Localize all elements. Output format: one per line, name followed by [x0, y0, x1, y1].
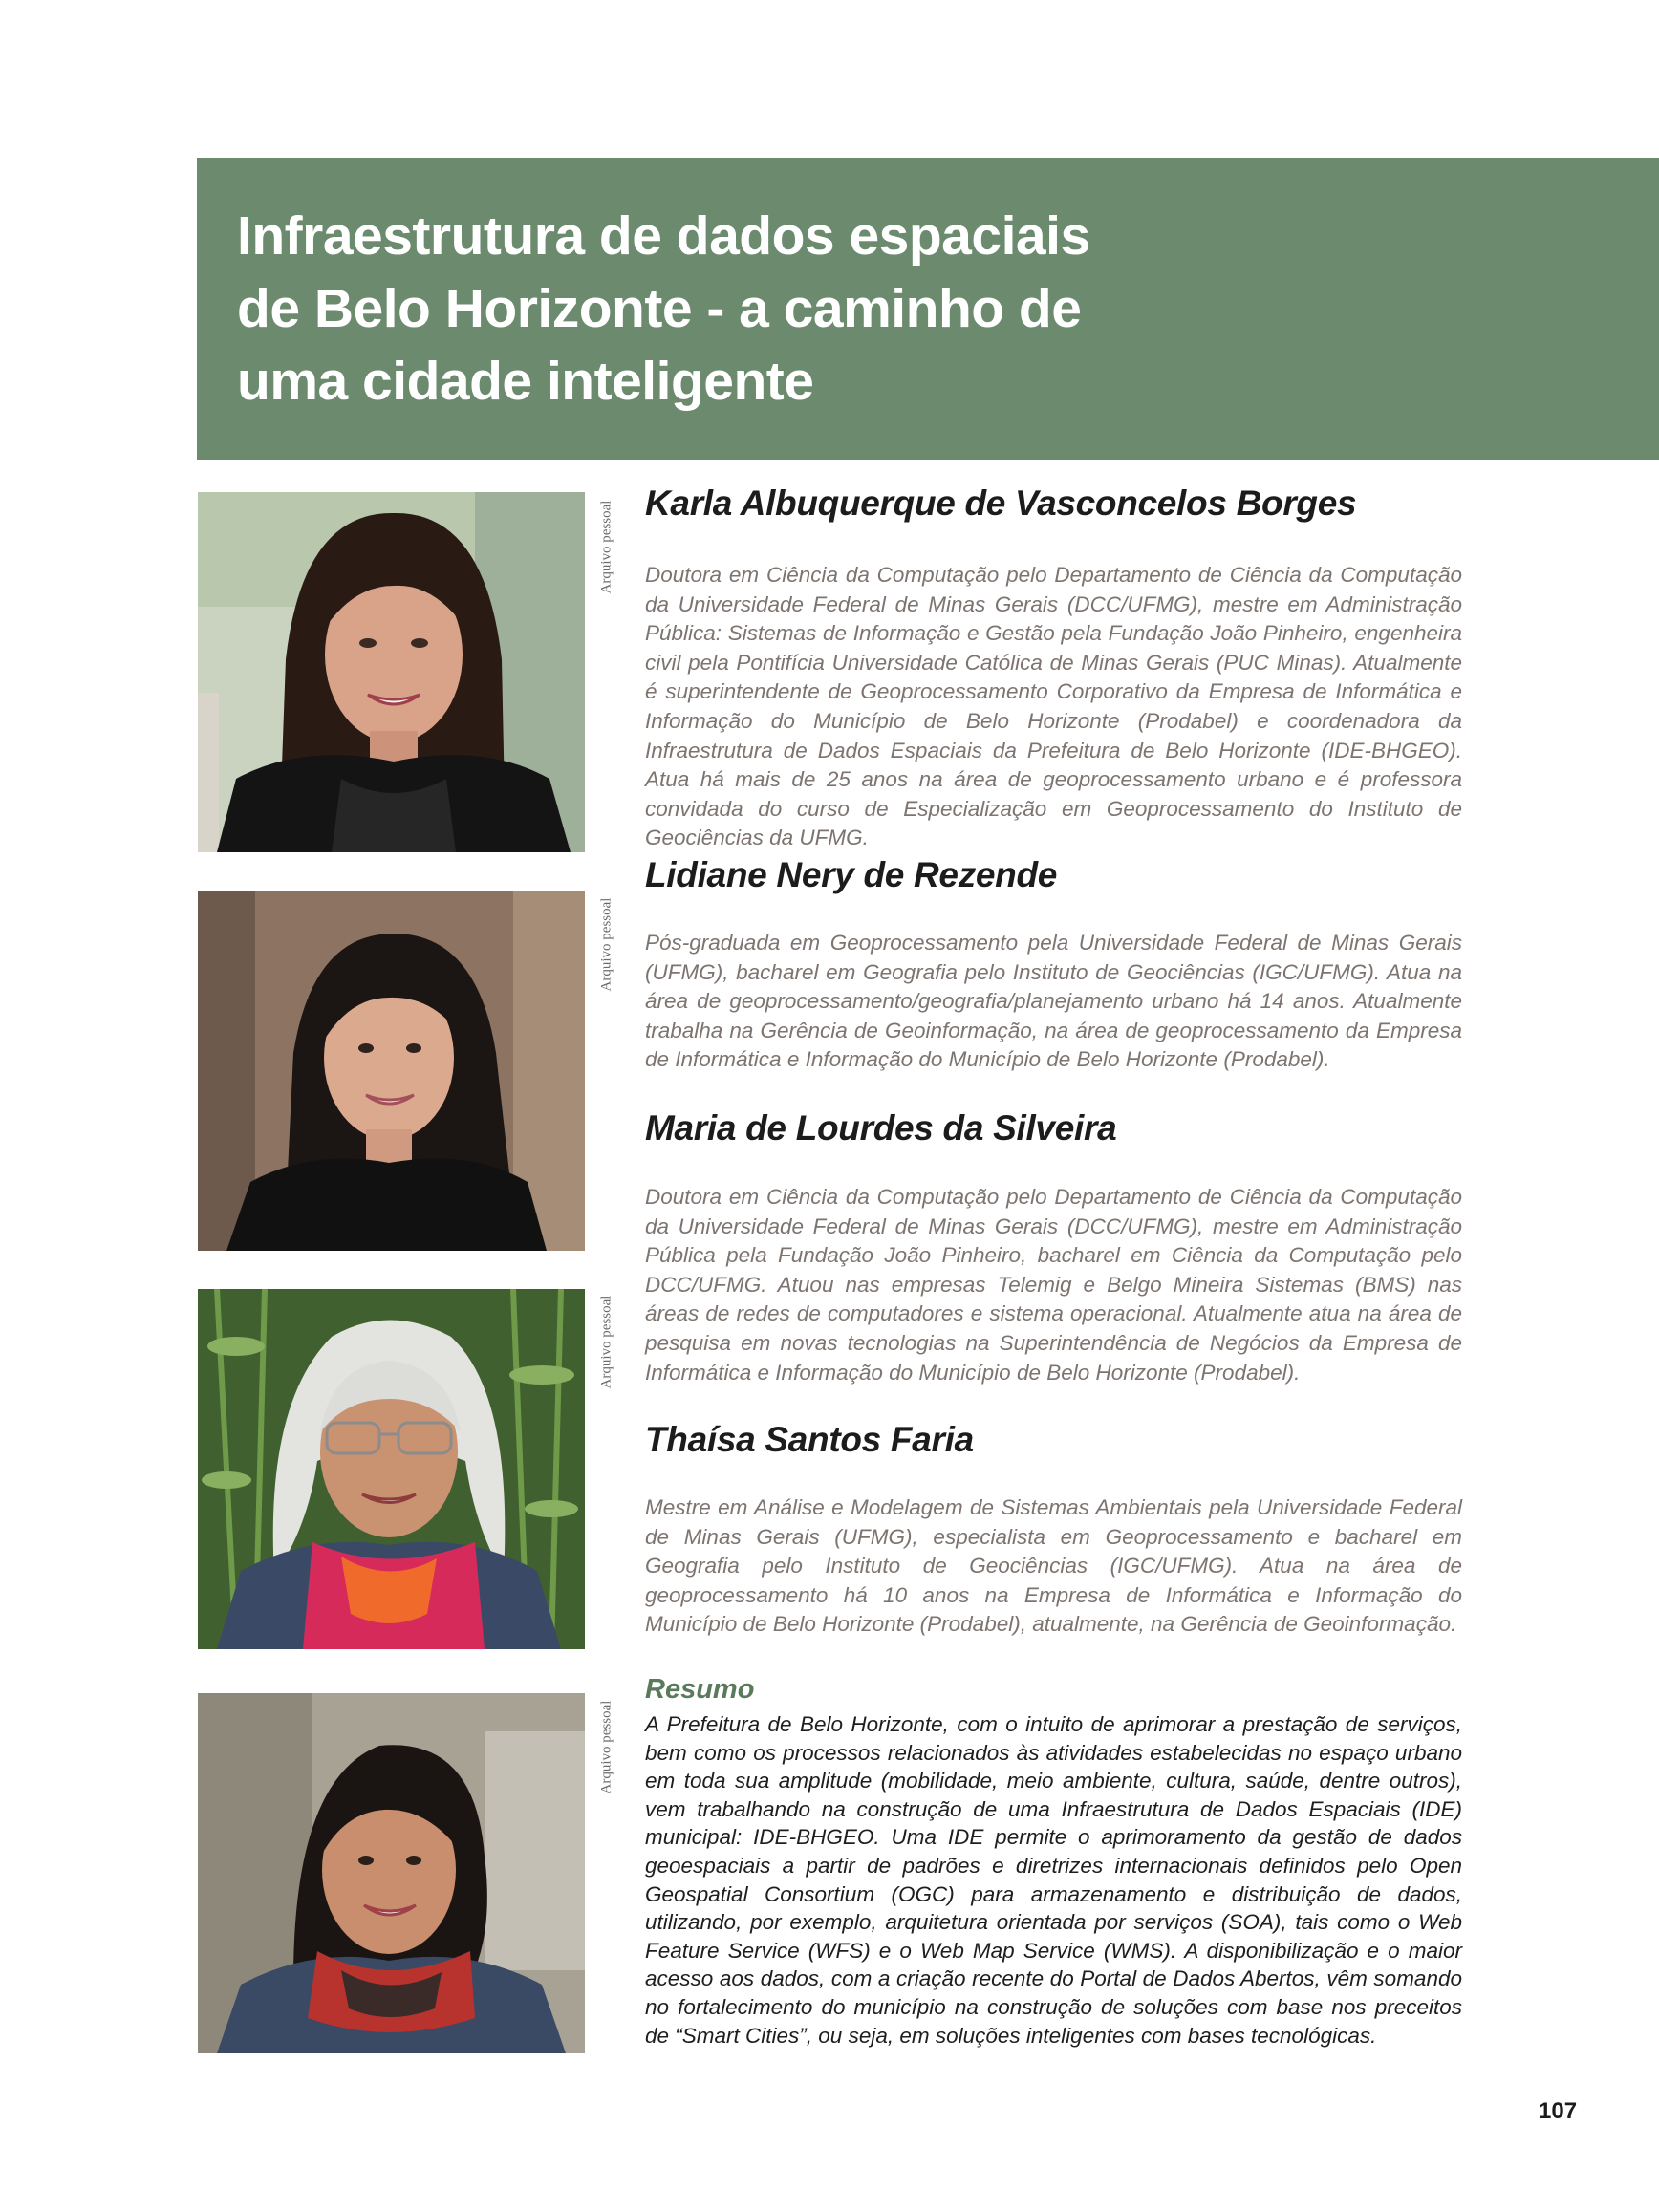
author-bio-lidiane: Pós-graduada em Geoprocessamento pela Universidade Federal de Minas Gerais (UFMG), bacharel em Geografia pelo Instituto de Geociências (IGC/UFMG). Atua na área de geoprocessamento/geografia/planejamento urbano há 14 anos. Atualmente trabalha na Gerência de Geoinformação, na área de geoprocessamento da Empresa de Informática e Informação do Município de Belo Horizonte (Prodabel).	[645, 931, 1462, 1072]
photo-credit-2: Arquivo pessoal	[598, 897, 614, 991]
author-bio-maria: Doutora em Ciência da Computação pelo Departamento de Ciência da Computação da Universidade Federal de Minas Gerais (DCC/UFMG), mestre em Administração Pública pela Fundação João Pinheiro, bacharel em Ciência da Computação pelo DCC/UFMG. Atuou nas empresas Telemig e Belgo Mineira Sistemas (BMS) nas áreas de redes de computadores e sistema operacional. Atualmente atua na área de pesquisa em novas tecnologias na Superintendência de Negócios da Empresa de Informática e Informação do Município de Belo Horizonte (Prodabel).	[645, 1185, 1462, 1385]
author-photo-karla	[198, 492, 585, 852]
author-name-maria: Maria de Lourdes da Silveira	[645, 1108, 1117, 1148]
author-bio-thaisa: Mestre em Análise e Modelagem de Sistemas Ambientais pela Universidade Federal de Minas Gerais (UFMG), especialista em Geoprocessamento e bacharel em Geografia pelo Instituto de Geociências (IGC/UFMG). Atua na área de geoprocessamento há 10 anos na Empresa de Informática e Informação do Município de Belo Horizonte (Prodabel), atualmente, na Gerência de Geoinformação.	[645, 1495, 1462, 1637]
photo-credit-4: Arquivo pessoal	[598, 1700, 614, 1793]
page-number: 107	[1539, 2098, 1578, 2124]
title-line-3: uma cidade inteligente	[237, 351, 814, 412]
title-line-2: de Belo Horizonte - a caminho de	[237, 278, 1082, 339]
title-band	[197, 158, 1659, 460]
title-line-1: Infraestrutura de dados espaciais	[237, 205, 1090, 267]
author-photo-lidiane	[198, 891, 585, 1251]
abstract-heading: Resumo	[645, 1674, 755, 1705]
abstract-text: A Prefeitura de Belo Horizonte, com o intuito de aprimorar a prestação de serviços, bem como os processos relacionados às atividades estabelecidas no espaço urbano em toda sua amplitude (mobilidade, meio ambiente, cultura, saúde, dentre outros), vem trabalhando na construção de uma Infraestrutura de Dados Espaciais (IDE) municipal: IDE-BHGEO. Uma IDE permite o aprimoramento da gestão de dados geoespaciais a partir de padrões e diretrizes internacionais definidos pelo Open Geospatial Consortium (OGC) para armazenamento e distribuição de dados, utilizando, por exemplo, arquitetura orientada por serviços (SOA), tais como o Web Feature Service (WFS) e o Web Map Service (WMS). A disponibilização e o maior acesso aos dados, com a criação recente do Portal de Dados Abertos, vêm somando no fortalecimento do município na construção de soluções com base nos preceitos de “Smart Cities”, ou seja, em soluções inteligentes com bases tecnológicas.	[645, 1712, 1462, 2048]
author-bio-karla: Doutora em Ciência da Computação pelo Departamento de Ciência da Computação da Universidade Federal de Minas Gerais (DCC/UFMG), mestre em Administração Pública: Sistemas de Informação e Gestão pela Fundação João Pinheiro, engenheira civil pela Pontifícia Universidade Católica de Minas Gerais (PUC Minas). Atualmente é superintendente de Geoprocessamento Corporativo da Empresa de Informática e Informação do Município de Belo Horizonte (Prodabel) e coordenadora da Infraestrutura de Dados Espaciais da Prefeitura de Belo Horizonte (IDE-BHGEO). Atua há mais de 25 anos na área de geoprocessamento urbano e é professora convidada do curso de Especialização em Geoprocessamento do Instituto de Geociências da UFMG.	[645, 563, 1462, 850]
author-name-karla: Karla Albuquerque de Vasconcelos Borges	[645, 483, 1357, 523]
author-photo-maria	[198, 1289, 585, 1649]
author-name-lidiane: Lidiane Nery de Rezende	[645, 855, 1058, 894]
photo-credit-3: Arquivo pessoal	[598, 1295, 614, 1388]
article-title	[237, 200, 1090, 418]
photo-credit-1: Arquivo pessoal	[598, 500, 614, 593]
author-name-thaisa: Thaísa Santos Faria	[645, 1420, 974, 1459]
author-photo-thaisa	[198, 1693, 585, 2053]
